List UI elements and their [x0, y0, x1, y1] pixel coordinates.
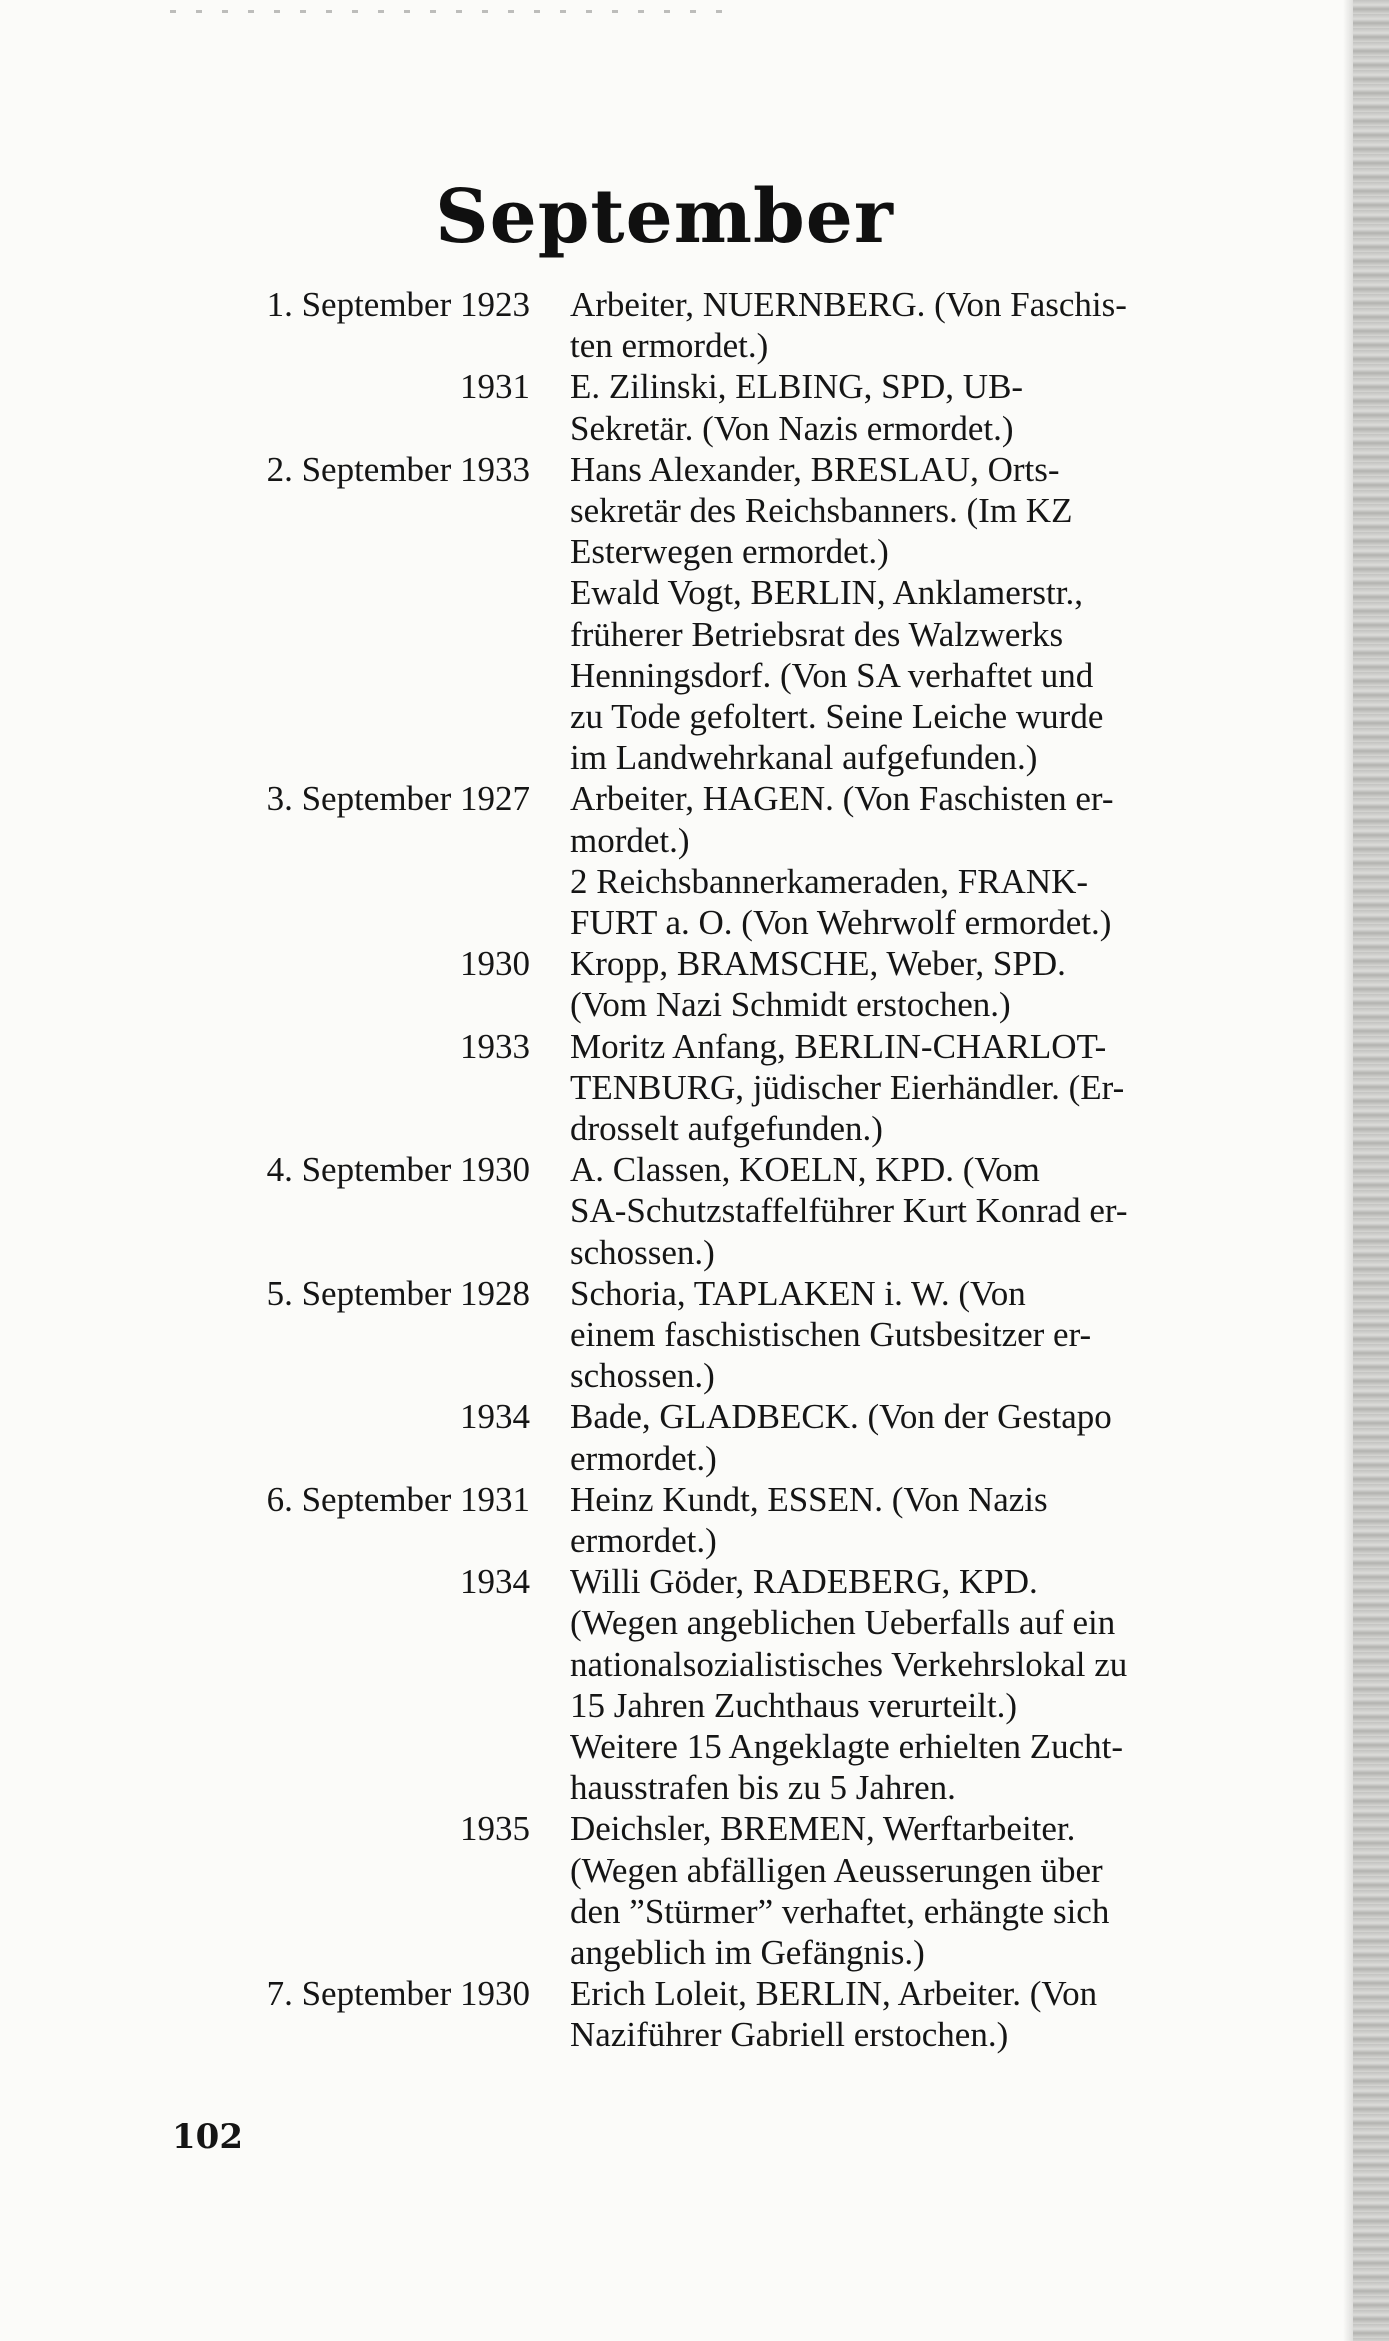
entry-text: Weitere 15 Angeklagte erhielten Zucht-	[570, 1727, 1124, 1766]
entry-text: angeblich im Gefängnis.)	[570, 1933, 925, 1972]
entry-row	[0, 1273, 1389, 1314]
entry-text: schossen.)	[570, 1356, 715, 1395]
entry-text: Esterwegen ermordet.)	[570, 532, 889, 571]
entry-date: 3. September 1927	[266, 779, 530, 818]
entry-text: Erich Loleit, BERLIN, Arbeiter. (Von	[570, 1974, 1098, 2013]
entry-row	[0, 408, 1389, 449]
entry-row	[0, 1396, 1389, 1437]
entry-row	[0, 1190, 1389, 1231]
entry-row	[0, 325, 1389, 366]
entry-row	[0, 2014, 1389, 2055]
scan-speck-top	[170, 10, 730, 13]
entry-row	[0, 490, 1389, 531]
entry-row	[0, 943, 1389, 984]
entry-text: FURT a. O. (Von Wehrwolf ermordet.)	[570, 903, 1112, 942]
entry-text: TENBURG, jüdischer Eierhändler. (Er-	[570, 1068, 1125, 1107]
entry-date: 6. September 1931	[266, 1480, 530, 1519]
entry-row	[0, 1932, 1389, 1973]
entry-text: den ”Stürmer” verhaftet, erhängte sich	[570, 1892, 1110, 1931]
entry-row	[0, 449, 1389, 490]
entry-text: ten ermordet.)	[570, 326, 769, 365]
entry-row	[0, 284, 1389, 325]
entry-date: 1934	[460, 1397, 530, 1436]
entry-text: Kropp, BRAMSCHE, Weber, SPD.	[570, 944, 1066, 983]
entry-text: ermordet.)	[570, 1439, 717, 1478]
entry-text: Sekretär. (Von Nazis ermordet.)	[570, 409, 1014, 448]
entry-text: Arbeiter, HAGEN. (Von Faschisten er-	[570, 779, 1114, 818]
entry-text: Willi Göder, RADEBERG, KPD.	[570, 1562, 1038, 1601]
entry-text: 15 Jahren Zuchthaus verurteilt.)	[570, 1686, 1018, 1725]
entry-row	[0, 1891, 1389, 1932]
entry-text: SA-Schutzstaffelführer Kurt Konrad er-	[570, 1191, 1128, 1230]
entry-date: 4. September 1930	[266, 1150, 530, 1189]
entry-text: Henningsdorf. (Von SA verhaftet und	[570, 656, 1094, 695]
entry-text: Ewald Vogt, BERLIN, Anklamerstr.,	[570, 573, 1083, 612]
entry-text: Hans Alexander, BRESLAU, Orts-	[570, 450, 1060, 489]
entry-text: (Wegen abfälligen Aeusserungen über	[570, 1851, 1103, 1890]
entry-row	[0, 366, 1389, 407]
page-number: 102	[172, 2117, 243, 2157]
entry-text: mordet.)	[570, 821, 690, 860]
entry-text: einem faschistischen Gutsbesitzer er-	[570, 1315, 1092, 1354]
entry-text: Moritz Anfang, BERLIN-CHARLOT-	[570, 1027, 1107, 1066]
entry-row	[0, 1479, 1389, 1520]
entry-text: (Wegen angeblichen Ueberfalls auf ein	[570, 1603, 1116, 1642]
entry-row	[0, 1314, 1389, 1355]
entry-date: 5. September 1928	[266, 1274, 530, 1313]
entry-row	[0, 1067, 1389, 1108]
entry-text: Naziführer Gabriell erstochen.)	[570, 2015, 1009, 2054]
entry-row	[0, 655, 1389, 696]
page-title: September	[435, 174, 894, 260]
entry-row	[0, 1026, 1389, 1067]
entry-row	[0, 1973, 1389, 2014]
entry-date: 1931	[460, 367, 530, 406]
entry-row	[0, 1602, 1389, 1643]
entry-date: 1935	[460, 1809, 530, 1848]
entry-text: drosselt aufgefunden.)	[570, 1109, 883, 1148]
entry-date: 2. September 1933	[266, 450, 530, 489]
entry-text: A. Classen, KOELN, KPD. (Vom	[570, 1150, 1040, 1189]
entry-date: 1934	[460, 1562, 530, 1601]
entry-text: zu Tode gefoltert. Seine Leiche wurde	[570, 697, 1104, 736]
entry-date: 1930	[460, 944, 530, 983]
entry-text: früherer Betriebsrat des Walzwerks	[570, 615, 1064, 654]
entry-row	[0, 1561, 1389, 1602]
entry-row	[0, 1149, 1389, 1190]
entry-text: (Vom Nazi Schmidt erstochen.)	[570, 985, 1011, 1024]
entry-row	[0, 1808, 1389, 1849]
entry-row	[0, 1767, 1389, 1808]
entry-text: Heinz Kundt, ESSEN. (Von Nazis	[570, 1480, 1048, 1519]
entry-row	[0, 1685, 1389, 1726]
entry-text: ermordet.)	[570, 1521, 717, 1560]
entry-row	[0, 984, 1389, 1025]
entry-text: Schoria, TAPLAKEN i. W. (Von	[570, 1274, 1026, 1313]
entry-row	[0, 1355, 1389, 1396]
entry-text: Deichsler, BREMEN, Werftarbeiter.	[570, 1809, 1076, 1848]
entry-date: 1. September 1923	[266, 285, 530, 324]
entry-date: 7. September 1930	[266, 1974, 530, 2013]
entry-text: E. Zilinski, ELBING, SPD, UB-	[570, 367, 1024, 406]
entry-date: 1933	[460, 1027, 530, 1066]
entry-text: hausstrafen bis zu 5 Jahren.	[570, 1768, 956, 1807]
entry-row	[0, 696, 1389, 737]
entry-row	[0, 531, 1389, 572]
entry-row	[0, 614, 1389, 655]
entry-row	[0, 902, 1389, 943]
entry-row	[0, 737, 1389, 778]
entry-row	[0, 1108, 1389, 1149]
entry-text: Arbeiter, NUERNBERG. (Von Faschis-	[570, 285, 1127, 324]
entry-row	[0, 1438, 1389, 1479]
entry-row	[0, 778, 1389, 819]
entry-row	[0, 1644, 1389, 1685]
entry-row	[0, 820, 1389, 861]
entry-row	[0, 1520, 1389, 1561]
entry-text: im Landwehrkanal aufgefunden.)	[570, 738, 1038, 777]
entry-text: 2 Reichsbannerkameraden, FRANK-	[570, 862, 1089, 901]
entry-text: schossen.)	[570, 1233, 715, 1272]
entry-row	[0, 572, 1389, 613]
entry-row	[0, 861, 1389, 902]
entry-row	[0, 1726, 1389, 1767]
entry-text: nationalsozialistisches Verkehrslokal zu	[570, 1645, 1128, 1684]
entry-text: Bade, GLADBECK. (Von der Gestapo	[570, 1397, 1112, 1436]
entry-text: sekretär des Reichsbanners. (Im KZ	[570, 491, 1073, 530]
entry-row	[0, 1850, 1389, 1891]
entry-row	[0, 1232, 1389, 1273]
